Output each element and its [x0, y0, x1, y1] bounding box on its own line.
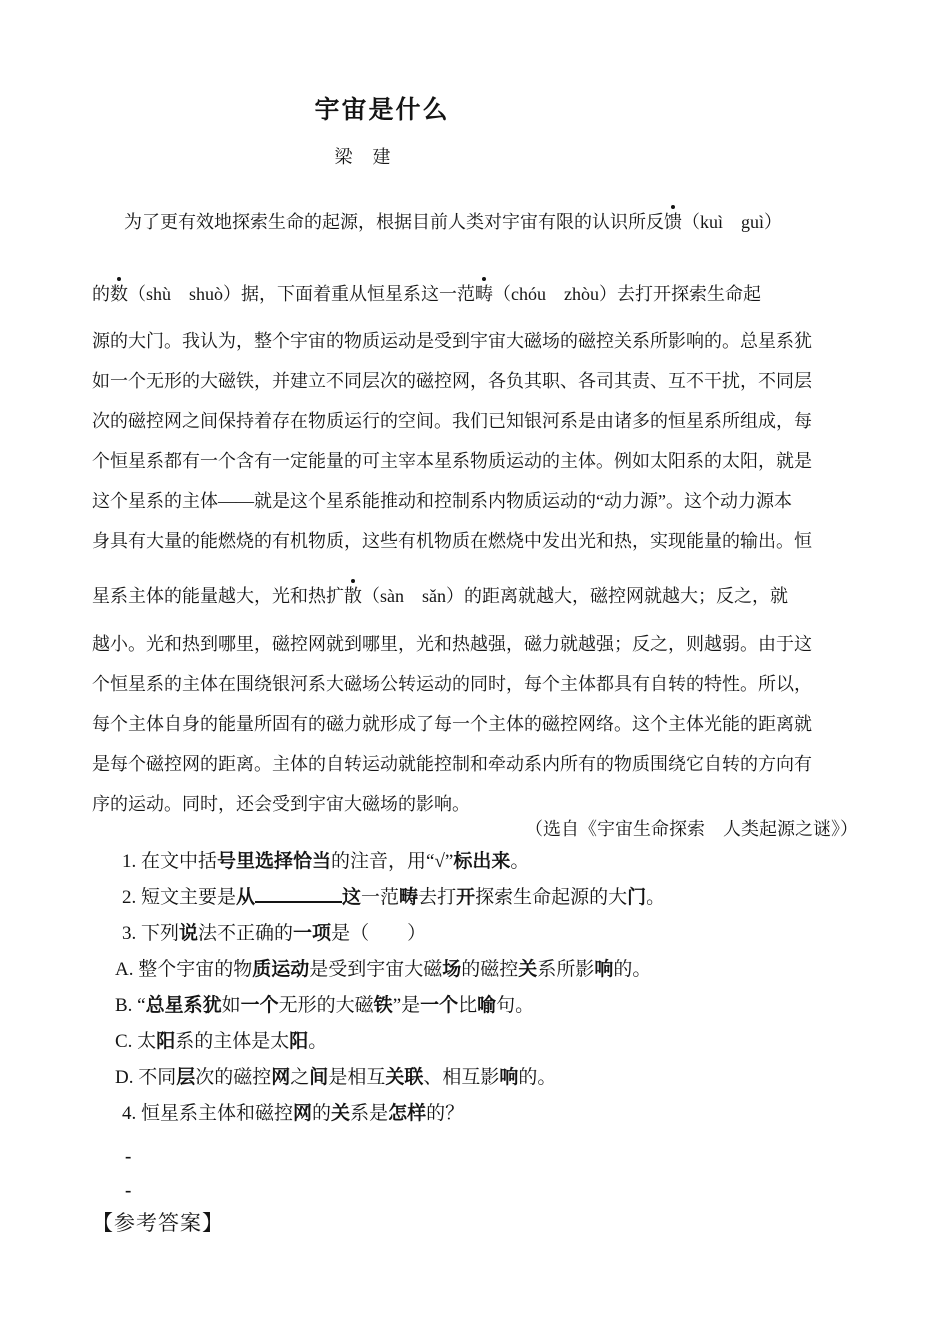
bold-text-run: 关 — [331, 1103, 351, 1124]
bold-text-run: 怎样 — [388, 1103, 427, 1124]
emphasized-char: 数 — [110, 284, 128, 304]
text-run: 是相互 — [328, 1067, 386, 1088]
passage-line-1 — [92, 202, 858, 242]
bold-text-run: 网 — [293, 1103, 313, 1124]
text-run: 3. 下列 — [122, 923, 180, 944]
option-a — [115, 952, 858, 988]
text-run: 无形的大磁 — [278, 995, 374, 1016]
text-run: （kuì guì） — [682, 212, 783, 232]
text-run: 系的主体是太 — [175, 1031, 290, 1052]
question-1 — [122, 844, 858, 880]
bold-text-run: 从 — [236, 887, 256, 908]
text-run: 次的磁控 — [195, 1067, 272, 1088]
passage-line-11 — [92, 664, 858, 704]
bold-text-run: 号里选择恰当 — [217, 851, 332, 872]
passage-line-8 — [92, 521, 858, 561]
passage-line-4 — [92, 361, 858, 401]
emphasized-char: 畴 — [475, 284, 494, 304]
text-run: （chóu zhòu）去打开探索生命起 — [493, 284, 761, 304]
author-name: 梁 建 — [334, 147, 392, 167]
text-run: D. 不同 — [115, 1067, 177, 1088]
page-content — [0, 97, 950, 1238]
question-3 — [122, 916, 858, 952]
passage-line-10 — [92, 624, 858, 664]
passage-line-5 — [92, 401, 858, 441]
reference-answers-label: 【参考答案】 — [92, 1211, 224, 1235]
text-run: 1. 在文中括 — [122, 851, 218, 872]
bold-text-run: 总星系犹 — [145, 995, 222, 1016]
bold-text-run: 畴 — [399, 887, 419, 908]
passage-line-12 — [92, 704, 858, 744]
text-run: 。 — [308, 1031, 328, 1052]
text-run: 。 — [510, 851, 530, 872]
text-run: A. 整个宇宙的物 — [115, 959, 253, 980]
source-citation: （选自《宇宙生命探索 人类起源之谜》） — [525, 819, 858, 839]
passage-line-9 — [92, 576, 858, 616]
questions-section — [92, 844, 858, 1132]
bold-text-run: 场 — [442, 959, 462, 980]
bold-text-run: 开 — [456, 887, 476, 908]
passage-line-6 — [92, 441, 858, 481]
text-run: 如 — [221, 995, 241, 1016]
text-run: 一范 — [361, 887, 400, 908]
passage-line-7 — [92, 481, 858, 521]
bold-text-run: 质运动 — [252, 959, 310, 980]
text-run: B. “ — [115, 995, 146, 1016]
text-run: 个恒星系都有一个含有一定能量的可主宰本星系物质运动的主体。例如太阳系的太阳，就是 — [92, 451, 812, 471]
text-run: 星系主体的能量越大，光和热扩 — [92, 586, 344, 606]
bold-text-run: 响 — [499, 1067, 519, 1088]
bold-text-run: 关 — [518, 959, 538, 980]
text-run: 比 — [458, 995, 478, 1016]
option-b — [115, 988, 858, 1024]
text-run: C. 太 — [115, 1031, 157, 1052]
text-run: 2. 短文主要是 — [122, 887, 237, 908]
text-run: 是（ ） — [331, 923, 427, 944]
emphasized-char: 散 — [344, 586, 362, 606]
emphasized-char: 馈 — [664, 212, 682, 232]
text-run: 的？ — [426, 1103, 465, 1124]
text-run: 次的磁控网之间保持着存在物质运行的空间。我们已知银河系是由诸多的恒星系所组成，每 — [92, 411, 812, 431]
text-run: 源的大门。我认为，整个宇宙的物质运动是受到宇宙大磁场的磁控关系所影响的。总星系犹 — [92, 331, 812, 351]
text-run: 之 — [290, 1067, 310, 1088]
answer-dash-lines — [92, 1140, 858, 1208]
page-title: 宇宙是什么 — [314, 97, 450, 124]
bold-text-run: 喻 — [477, 995, 497, 1016]
bold-text-run: 门 — [627, 887, 647, 908]
text-run: - — [125, 1146, 132, 1167]
option-d — [115, 1060, 858, 1096]
text-run: 4. 恒星系主体和磁控 — [122, 1103, 294, 1124]
text-run: 这个星系的主体——就是这个星系能推动和控制系内物质运动的“动力源”。这个动力源本 — [92, 491, 792, 511]
text-run: 的磁控 — [461, 959, 519, 980]
text-run: 系是 — [350, 1103, 389, 1124]
bold-text-run: 间 — [309, 1067, 329, 1088]
text-run: （shù shuò）据，下面着重从恒星系这一范 — [128, 284, 476, 304]
bold-text-run: 一个 — [240, 995, 279, 1016]
question-4 — [122, 1096, 858, 1132]
text-run: 系所影 — [537, 959, 595, 980]
bold-text-run: 阳 — [156, 1031, 176, 1052]
option-c — [115, 1024, 858, 1060]
text-run: 法不正确的 — [198, 923, 294, 944]
text-run: 的。 — [518, 1067, 557, 1088]
text-run: 句。 — [496, 995, 535, 1016]
text-run: 是受到宇宙大磁 — [309, 959, 443, 980]
text-run: 探索生命起源的大 — [475, 887, 628, 908]
text-run: 越小。光和热到哪里，磁控网就到哪里，光和热越强，磁力就越强；反之，则越弱。由于这 — [92, 634, 812, 654]
text-run: （sàn sǎn）的距离就越大，磁控网就越大；反之，就 — [362, 586, 788, 606]
question-2 — [122, 880, 858, 916]
text-run: 为了更有效地探索生命的起源，根据目前人类对宇宙有限的认识所反 — [124, 212, 664, 232]
bold-text-run: 关联 — [385, 1067, 424, 1088]
text-run: 的注音，用“√” — [331, 851, 454, 872]
text-run: 的 — [312, 1103, 332, 1124]
bold-text-run: 响 — [594, 959, 614, 980]
answer-area — [92, 1140, 858, 1238]
text-run: - — [125, 1180, 132, 1201]
text-run: 、相互影 — [423, 1067, 500, 1088]
passage-line-13 — [92, 744, 858, 784]
bold-text-run: 一个 — [420, 995, 459, 1016]
fill-in-blank — [255, 881, 342, 903]
bold-text-run: 这 — [342, 887, 362, 908]
text-run: 身具有大量的能燃烧的有机物质，这些有机物质在燃烧中发出光和热，实现能量的输出。恒 — [92, 531, 812, 551]
bold-text-run: 标出来 — [453, 851, 511, 872]
text-run: 的。 — [613, 959, 652, 980]
text-run: ”是 — [392, 995, 421, 1016]
passage-line-3 — [92, 321, 858, 361]
bold-text-run: 层 — [176, 1067, 196, 1088]
passage — [92, 202, 858, 824]
text-run: 。 — [646, 887, 666, 908]
bold-text-run: 一项 — [293, 923, 332, 944]
answer-dash-2 — [125, 1174, 858, 1208]
passage-line-2 — [92, 274, 858, 314]
text-run: 的 — [92, 284, 110, 304]
text-run: 序的运动。同时，还会受到宇宙大磁场的影响。 — [92, 794, 470, 814]
bold-text-run: 铁 — [373, 995, 393, 1016]
text-run: 个恒星系的主体在围绕银河系大磁场公转运动的同时，每个主体都具有自转的特性。所以， — [92, 674, 812, 694]
bold-text-run: 网 — [271, 1067, 291, 1088]
bold-text-run: 阳 — [289, 1031, 309, 1052]
answer-dash-1 — [125, 1140, 858, 1174]
bold-text-run: 说 — [179, 923, 199, 944]
text-run: 去打 — [418, 887, 457, 908]
text-run: 如一个无形的大磁铁，并建立不同层次的磁控网，各负其职、各司其责、互不干扰，不同层 — [92, 371, 812, 391]
text-run: 是每个磁控网的距离。主体的自转运动就能控制和牵动系内所有的物质围绕它自转的方向有 — [92, 754, 812, 774]
text-run: 每个主体自身的能量所固有的磁力就形成了每一个主体的磁控网络。这个主体光能的距离就 — [92, 714, 812, 734]
